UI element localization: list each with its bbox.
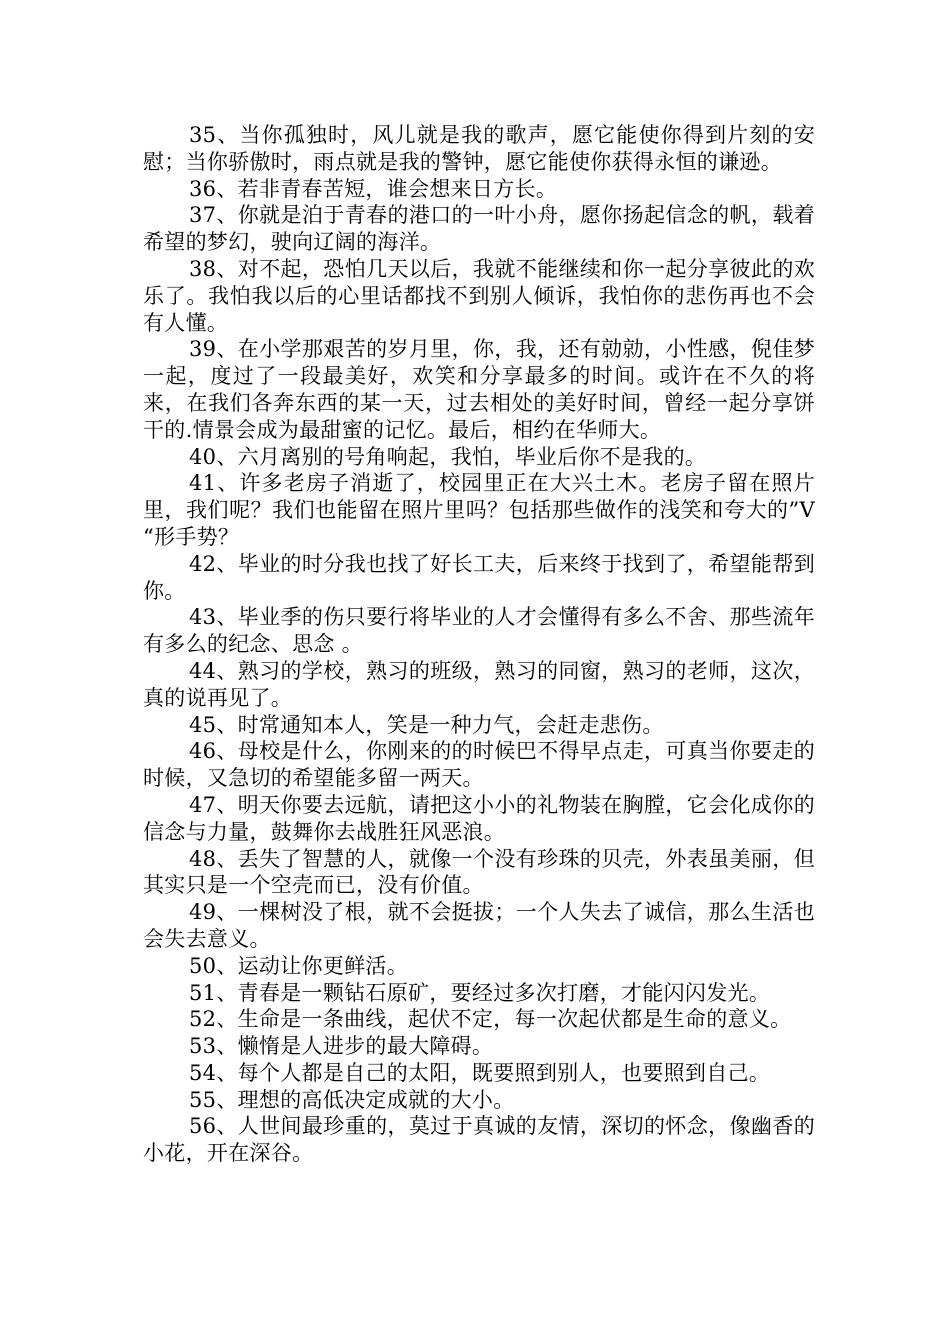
paragraph-56: 56、人世间最珍重的，莫过于真诚的友情，深切的怀念，像幽香的小花，开在深谷。 bbox=[143, 1114, 815, 1166]
paragraph-40: 40、六月离别的号角响起，我怕，毕业后你不是我的。 bbox=[189, 444, 707, 469]
paragraph-36: 36、若非青春苦短，谁会想来日方长。 bbox=[189, 176, 558, 201]
paragraph-50: 50、运动让你更鲜活。 bbox=[189, 953, 409, 978]
paragraph-52: 52、生命是一条曲线，起伏不定，每一次起伏都是生命的意义。 bbox=[189, 1007, 792, 1032]
paragraph-43: 43、毕业季的伤只要行将毕业的人才会懂得有多么不舍、那些流年有多么的纪念、思念 。 bbox=[143, 605, 815, 657]
document-body bbox=[143, 122, 815, 1167]
paragraph-39: 39、在小学那艰苦的岁月里，你，我，还有勍勍，小性感，倪佳梦一起，度过了一段最美好，欢笑和分享最多的时间。或许在不久的将来，在我们各奔东西的某一天，过去相处的美好时间，曾经一起分享饼干的.情景会成为最甜蜜的记忆。最后，相约在华师大。 bbox=[143, 337, 815, 442]
paragraph-49: 49、一棵树没了根，就不会挺拔；一个人失去了诚信，那么生活也会失去意义。 bbox=[143, 900, 815, 951]
paragraph-44: 44、熟习的学校，熟习的班级，熟习的同窗，熟习的老师，这次，真的说再见了。 bbox=[143, 658, 815, 710]
paragraph-46: 46、母校是什么，你刚来的的时候巴不得早点走，可真当你要走的时候，又急切的希望能多留一两天。 bbox=[143, 739, 815, 791]
paragraph-53: 53、懒惰是人进步的最大障碍。 bbox=[189, 1034, 494, 1059]
paragraph-54: 54、每个人都是自己的太阳，既要照到别人，也要照到自己。 bbox=[189, 1060, 771, 1085]
paragraph-35: 35、当你孤独时，风儿就是我的歌声，愿它能使你得到片刻的安慰；当你骄傲时，雨点就是我的警钟，愿它能使你获得永恒的谦逊。 bbox=[143, 123, 815, 174]
paragraph-38: 38、对不起，恐怕几天以后，我就不能继续和你一起分享彼此的欢乐了。我怕我以后的心里话都找不到别人倾诉，我怕你的悲伤再也不会有人懂。 bbox=[143, 256, 815, 335]
paragraph-42: 42、毕业的时分我也找了好长工夫，后来终于找到了，希望能帮到你。 bbox=[143, 551, 815, 603]
paragraph-51: 51、青春是一颗钻石原矿，要经过多次打磨，才能闪闪发光。 bbox=[189, 980, 771, 1005]
paragraph-37: 37、你就是泊于青春的港口的一叶小舟，愿你扬起信念的帆，载着希望的梦幻，驶向辽阔的海洋。 bbox=[143, 203, 815, 255]
paragraph-41: 41、许多老房子消逝了，校园里正在大兴土木。老房子留在照片里，我们呢？我们也能留在照片里吗？包括那些做作的浅笑和夸大的”V “形手势？ bbox=[143, 471, 815, 549]
paragraph-47: 47、明天你要去远航，请把这小小的礼物装在胸膛，它会化成你的信念与力量，鼓舞你去战胜狂风恶浪。 bbox=[143, 792, 815, 844]
paragraph-45: 45、时常通知本人，笑是一种力气，会赶走悲伤。 bbox=[189, 712, 664, 737]
paragraph-48: 48、丢失了智慧的人，就像一个没有珍珠的贝壳，外表虽美丽，但其实只是一个空壳而已，没有价值。 bbox=[143, 846, 815, 898]
paragraph-55: 55、理想的高低决定成就的大小。 bbox=[189, 1087, 515, 1112]
